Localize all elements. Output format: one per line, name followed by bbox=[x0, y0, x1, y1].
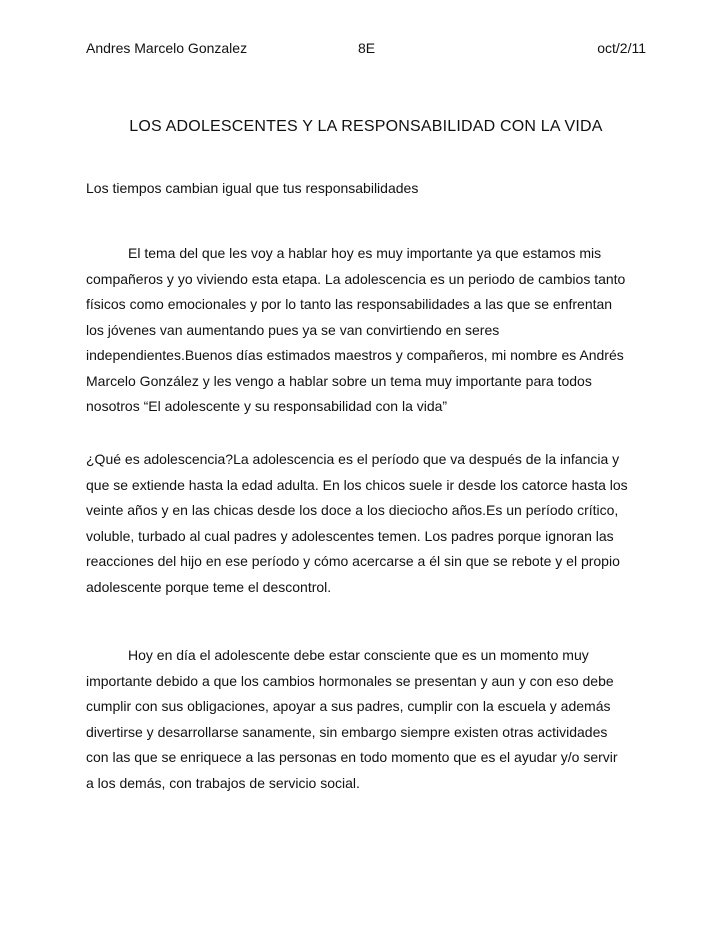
paragraph-line: Marcelo González y les vengo a hablar sobre un tema muy importante para todos bbox=[86, 372, 592, 389]
paragraph-3 bbox=[86, 643, 646, 796]
page-header bbox=[86, 40, 646, 60]
header-author: Andres Marcelo Gonzalez bbox=[86, 40, 248, 56]
paragraph-line: importante debido a que los cambios hormonales se presentan y aun y con eso debe bbox=[86, 672, 614, 689]
paragraph-line: adolescente porque teme el descontrol. bbox=[86, 578, 332, 595]
paragraph-line: voluble, turbado al cual padres y adolescentes temen. Los padres porque ignoran las bbox=[86, 527, 614, 544]
paragraph-line: con las que se enriquece a las personas en todo momento que es el ayudar y/o servir bbox=[86, 749, 618, 765]
paragraph-line: independientes.Buenos días estimados maestros y compañeros, mi nombre es Andrés bbox=[86, 347, 624, 363]
header-grade: 8E bbox=[358, 40, 376, 56]
paragraph-line: compañeros y yo viviendo esta etapa. La adolescencia es un periodo de cambios tanto bbox=[86, 270, 626, 287]
paragraph-line: nosotros “El adolescente y su responsabilidad con la vida” bbox=[86, 398, 448, 414]
document-title: LOS ADOLESCENTES Y LA RESPONSABILIDAD CON LA VIDA bbox=[129, 118, 603, 135]
paragraph-line: Hoy en día el adolescente debe estar consciente que es un momento muy bbox=[128, 647, 589, 663]
header-date: oct/2/11 bbox=[597, 40, 646, 56]
paragraph-line: ¿Qué es adolescencia?La adolescencia es el período que va después de la infancia y bbox=[86, 451, 620, 467]
paragraph-line: que se extiende hasta la edad adulta. En los chicos suele ir desde los catorce hasta los bbox=[86, 476, 628, 493]
paragraph-1 bbox=[86, 241, 646, 420]
paragraph-line: los jóvenes van aumentando pues ya se van convirtiendo en seres bbox=[86, 321, 500, 338]
paragraph-line: veinte años y en las chicas desde los doce a los dieciocho años.Es un período crítico, bbox=[86, 502, 619, 518]
paragraph-line: El tema del que les voy a hablar hoy es muy importante ya que estamos mis bbox=[128, 245, 602, 261]
paragraph-line: físicos como emocionales y por lo tanto las responsabilidades a las que se enfrentan bbox=[86, 296, 613, 312]
paragraph-line: cumplir con sus obligaciones, apoyar a sus padres, cumplir con la escuela y además bbox=[86, 698, 611, 714]
paragraph-2 bbox=[86, 447, 646, 600]
paragraph-line: reacciones del hijo en ese período y cómo acercarse a él sin que se rebote y el propio bbox=[86, 553, 620, 569]
paragraph-line: divertirse y desarrollarse sanamente, sin embargo siempre existen otras actividades bbox=[86, 723, 608, 740]
paragraph-line: a los demás, con trabajos de servicio social. bbox=[86, 774, 360, 791]
document-subtitle: Los tiempos cambian igual que tus responsabilidades bbox=[86, 180, 419, 196]
